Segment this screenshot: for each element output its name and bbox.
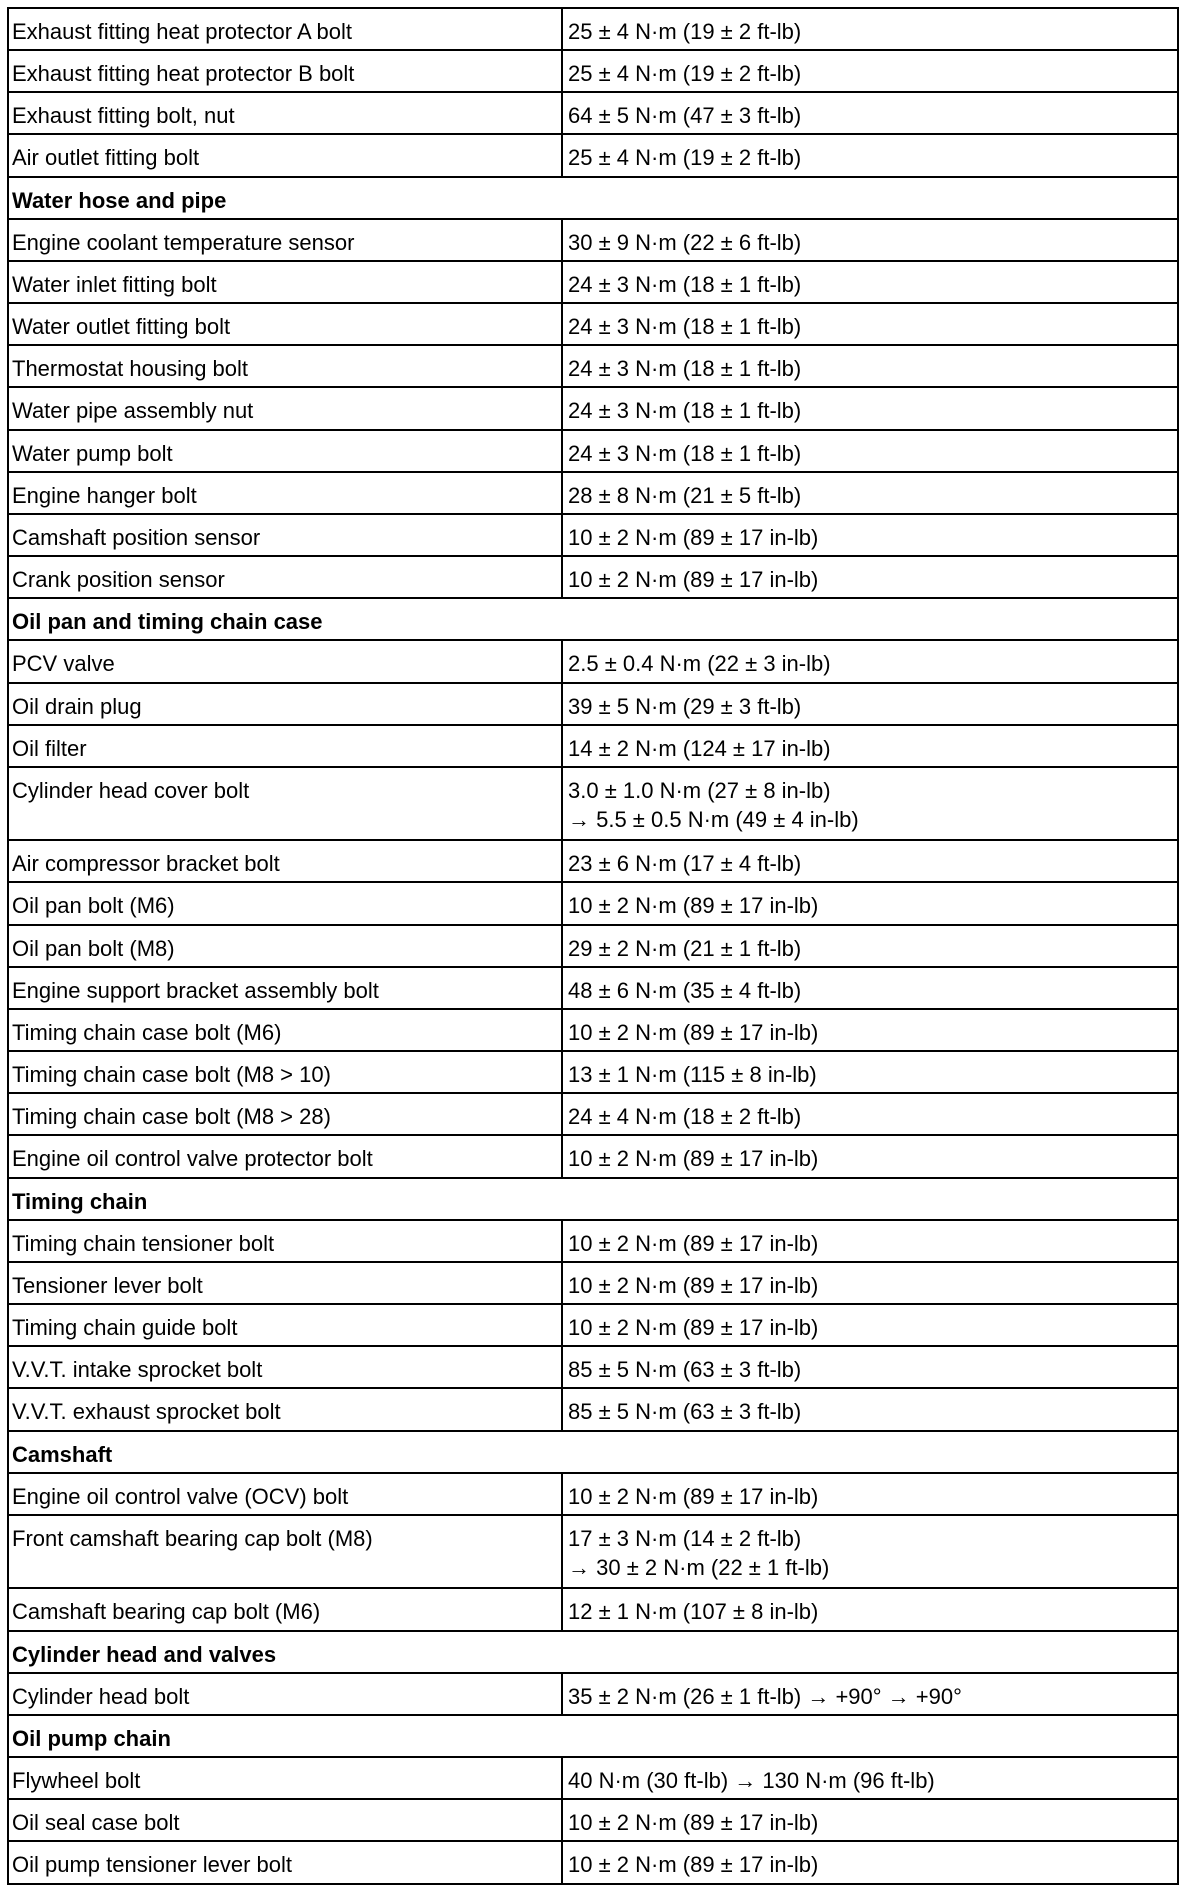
component-name: Engine hanger bolt: [8, 472, 562, 514]
torque-value-line: 35 ± 2 N·m (26 ± 1 ft-lb) → +90° → +90°: [568, 1683, 962, 1709]
spec-row: [8, 925, 1178, 967]
component-name: Oil seal case bolt: [8, 1799, 562, 1841]
component-name: Water pump bolt: [8, 430, 562, 472]
torque-value: [562, 514, 1178, 556]
torque-value-line: → 5.5 ± 0.5 N·m (49 ± 4 in-lb): [568, 806, 859, 832]
torque-value-line: 10 ± 2 N·m (89 ± 17 in-lb): [568, 893, 819, 919]
torque-value: [562, 387, 1178, 429]
torque-value-line: 10 ± 2 N·m (89 ± 17 in-lb): [568, 1483, 819, 1509]
torque-value: [562, 8, 1178, 50]
section-header-row: [8, 1178, 1178, 1220]
torque-value: [562, 303, 1178, 345]
component-name: Timing chain tensioner bolt: [8, 1220, 562, 1262]
torque-value-line: 10 ± 2 N·m (89 ± 17 in-lb): [568, 1810, 819, 1836]
spec-row: [8, 1009, 1178, 1051]
torque-value-line: 23 ± 6 N·m (17 ± 4 ft-lb): [568, 851, 802, 877]
torque-value: [562, 134, 1178, 176]
spec-row: [8, 514, 1178, 556]
section-title: Timing chain: [8, 1178, 1178, 1220]
spec-row: [8, 92, 1178, 134]
component-name: Exhaust fitting bolt, nut: [8, 92, 562, 134]
spec-row: [8, 1220, 1178, 1262]
spec-row: [8, 50, 1178, 92]
section-header-row: [8, 1631, 1178, 1673]
torque-value: [562, 261, 1178, 303]
spec-row: [8, 1262, 1178, 1304]
torque-value: [562, 1051, 1178, 1093]
component-name: Oil pan bolt (M8): [8, 925, 562, 967]
torque-value: [562, 219, 1178, 261]
torque-spec-body: [8, 8, 1178, 1884]
section-title: Oil pump chain: [8, 1715, 1178, 1757]
torque-value-line: 24 ± 4 N·m (18 ± 2 ft-lb): [568, 1104, 802, 1130]
torque-value-line: 85 ± 5 N·m (63 ± 3 ft-lb): [568, 1357, 802, 1383]
torque-value: [562, 1841, 1178, 1884]
torque-value: [562, 882, 1178, 924]
torque-value-line: 24 ± 3 N·m (18 ± 1 ft-lb): [568, 440, 802, 466]
torque-value-line: 24 ± 3 N·m (18 ± 1 ft-lb): [568, 271, 802, 297]
torque-value-line: 3.0 ± 1.0 N·m (27 ± 8 in-lb): [568, 777, 831, 803]
section-title: Water hose and pipe: [8, 177, 1178, 219]
component-name: V.V.T. exhaust sprocket bolt: [8, 1388, 562, 1430]
component-name: Water outlet fitting bolt: [8, 303, 562, 345]
component-name: Timing chain case bolt (M8 > 10): [8, 1051, 562, 1093]
torque-value: [562, 430, 1178, 472]
component-name: Timing chain guide bolt: [8, 1304, 562, 1346]
torque-value: [562, 1515, 1178, 1589]
component-name: Timing chain case bolt (M6): [8, 1009, 562, 1051]
spec-row: [8, 387, 1178, 429]
spec-row: [8, 1346, 1178, 1388]
spec-row: [8, 8, 1178, 50]
section-header-row: [8, 598, 1178, 640]
spec-row: [8, 345, 1178, 387]
component-name: Exhaust fitting heat protector B bolt: [8, 50, 562, 92]
torque-value-line: 10 ± 2 N·m (89 ± 17 in-lb): [568, 1315, 819, 1341]
torque-value-line: 24 ± 3 N·m (18 ± 1 ft-lb): [568, 314, 802, 340]
torque-value: [562, 1093, 1178, 1135]
spec-row: [8, 1304, 1178, 1346]
torque-value-line: 13 ± 1 N·m (115 ± 8 in-lb): [568, 1062, 817, 1088]
torque-value-line: 17 ± 3 N·m (14 ± 2 ft-lb): [568, 1525, 802, 1551]
torque-value: [562, 1757, 1178, 1799]
torque-value-line: 10 ± 2 N·m (89 ± 17 in-lb): [568, 567, 819, 593]
torque-value: [562, 840, 1178, 882]
component-name: Flywheel bolt: [8, 1757, 562, 1799]
torque-value: [562, 1346, 1178, 1388]
spec-row: [8, 725, 1178, 767]
spec-row: [8, 683, 1178, 725]
torque-spec-table: [7, 7, 1179, 1885]
torque-value: [562, 1673, 1178, 1715]
torque-value-line: 10 ± 2 N·m (89 ± 17 in-lb): [568, 1146, 819, 1172]
spec-row: [8, 1093, 1178, 1135]
torque-value-line: 24 ± 3 N·m (18 ± 1 ft-lb): [568, 356, 802, 382]
torque-value-line: 48 ± 6 N·m (35 ± 4 ft-lb): [568, 977, 802, 1003]
torque-value-line: 25 ± 4 N·m (19 ± 2 ft-lb): [568, 19, 802, 44]
torque-value: [562, 92, 1178, 134]
torque-value-line: 10 ± 2 N·m (89 ± 17 in-lb): [568, 1852, 819, 1878]
torque-value: [562, 967, 1178, 1009]
component-name: V.V.T. intake sprocket bolt: [8, 1346, 562, 1388]
component-name: PCV valve: [8, 640, 562, 682]
torque-value: [562, 1220, 1178, 1262]
torque-value-line: 39 ± 5 N·m (29 ± 3 ft-lb): [568, 693, 802, 719]
spec-row: [8, 1841, 1178, 1884]
component-name: Front camshaft bearing cap bolt (M8): [8, 1515, 562, 1589]
torque-value: [562, 345, 1178, 387]
spec-row: [8, 640, 1178, 682]
torque-value-line: 10 ± 2 N·m (89 ± 17 in-lb): [568, 1019, 819, 1045]
torque-value-line: 29 ± 2 N·m (21 ± 1 ft-lb): [568, 935, 802, 961]
torque-value-line: 2.5 ± 0.4 N·m (22 ± 3 in-lb): [568, 651, 831, 677]
spec-row: [8, 219, 1178, 261]
torque-value: [562, 1799, 1178, 1841]
component-name: Water pipe assembly nut: [8, 387, 562, 429]
section-title: Camshaft: [8, 1431, 1178, 1473]
torque-value-line: 10 ± 2 N·m (89 ± 17 in-lb): [568, 1272, 819, 1298]
torque-value-line: 64 ± 5 N·m (47 ± 3 ft-lb): [568, 103, 802, 129]
spec-row: [8, 1588, 1178, 1630]
torque-value: [562, 1588, 1178, 1630]
torque-value-line: 25 ± 4 N·m (19 ± 2 ft-lb): [568, 145, 802, 171]
component-name: Oil filter: [8, 725, 562, 767]
spec-row: [8, 1135, 1178, 1177]
spec-row: [8, 840, 1178, 882]
torque-value-line: → 30 ± 2 N·m (22 ± 1 ft-lb): [568, 1554, 830, 1580]
torque-value-line: 30 ± 9 N·m (22 ± 6 ft-lb): [568, 229, 802, 255]
torque-value: [562, 683, 1178, 725]
torque-value: [562, 1135, 1178, 1177]
torque-value-line: 40 N·m (30 ft-lb) → 130 N·m (96 ft-lb): [568, 1767, 935, 1793]
component-name: Oil pump tensioner lever bolt: [8, 1841, 562, 1884]
spec-row: [8, 472, 1178, 514]
component-name: Camshaft bearing cap bolt (M6): [8, 1588, 562, 1630]
spec-row: [8, 303, 1178, 345]
spec-row: [8, 1757, 1178, 1799]
spec-row: [8, 1673, 1178, 1715]
torque-value: [562, 1388, 1178, 1430]
component-name: Oil drain plug: [8, 683, 562, 725]
component-name: Engine coolant temperature sensor: [8, 219, 562, 261]
section-title: Cylinder head and valves: [8, 1631, 1178, 1673]
torque-value: [562, 725, 1178, 767]
torque-value: [562, 1473, 1178, 1515]
torque-value: [562, 1009, 1178, 1051]
component-name: Crank position sensor: [8, 556, 562, 598]
component-name: Cylinder head cover bolt: [8, 767, 562, 841]
component-name: Camshaft position sensor: [8, 514, 562, 556]
torque-value-line: 10 ± 2 N·m (89 ± 17 in-lb): [568, 1230, 819, 1256]
torque-value: [562, 50, 1178, 92]
spec-row: [8, 1051, 1178, 1093]
component-name: Tensioner lever bolt: [8, 1262, 562, 1304]
component-name: Oil pan bolt (M6): [8, 882, 562, 924]
component-name: Exhaust fitting heat protector A bolt: [8, 8, 562, 50]
spec-row: [8, 1388, 1178, 1430]
spec-row: [8, 767, 1178, 841]
section-header-row: [8, 1431, 1178, 1473]
torque-value-line: 24 ± 3 N·m (18 ± 1 ft-lb): [568, 398, 802, 424]
section-header-row: [8, 1715, 1178, 1757]
torque-value-line: 25 ± 4 N·m (19 ± 2 ft-lb): [568, 61, 802, 87]
torque-value: [562, 1262, 1178, 1304]
spec-row: [8, 882, 1178, 924]
torque-value: [562, 556, 1178, 598]
spec-row: [8, 134, 1178, 176]
spec-row: [8, 967, 1178, 1009]
torque-value: [562, 767, 1178, 841]
torque-value-line: 85 ± 5 N·m (63 ± 3 ft-lb): [568, 1399, 802, 1425]
component-name: Air outlet fitting bolt: [8, 134, 562, 176]
torque-value: [562, 472, 1178, 514]
spec-row: [8, 261, 1178, 303]
section-title: Oil pan and timing chain case: [8, 598, 1178, 640]
section-header-row: [8, 177, 1178, 219]
torque-value-line: 10 ± 2 N·m (89 ± 17 in-lb): [568, 524, 819, 550]
torque-value: [562, 925, 1178, 967]
torque-value-line: 28 ± 8 N·m (21 ± 5 ft-lb): [568, 482, 802, 508]
component-name: Water inlet fitting bolt: [8, 261, 562, 303]
torque-value-line: 12 ± 1 N·m (107 ± 8 in-lb): [568, 1599, 819, 1625]
component-name: Thermostat housing bolt: [8, 345, 562, 387]
component-name: Air compressor bracket bolt: [8, 840, 562, 882]
torque-value: [562, 640, 1178, 682]
torque-value: [562, 1304, 1178, 1346]
spec-row: [8, 430, 1178, 472]
component-name: Cylinder head bolt: [8, 1673, 562, 1715]
spec-row: [8, 1799, 1178, 1841]
torque-value-line: 14 ± 2 N·m (124 ± 17 in-lb): [568, 735, 831, 761]
spec-row: [8, 1515, 1178, 1589]
component-name: Engine oil control valve (OCV) bolt: [8, 1473, 562, 1515]
component-name: Engine oil control valve protector bolt: [8, 1135, 562, 1177]
component-name: Engine support bracket assembly bolt: [8, 967, 562, 1009]
spec-row: [8, 1473, 1178, 1515]
spec-row: [8, 556, 1178, 598]
component-name: Timing chain case bolt (M8 > 28): [8, 1093, 562, 1135]
